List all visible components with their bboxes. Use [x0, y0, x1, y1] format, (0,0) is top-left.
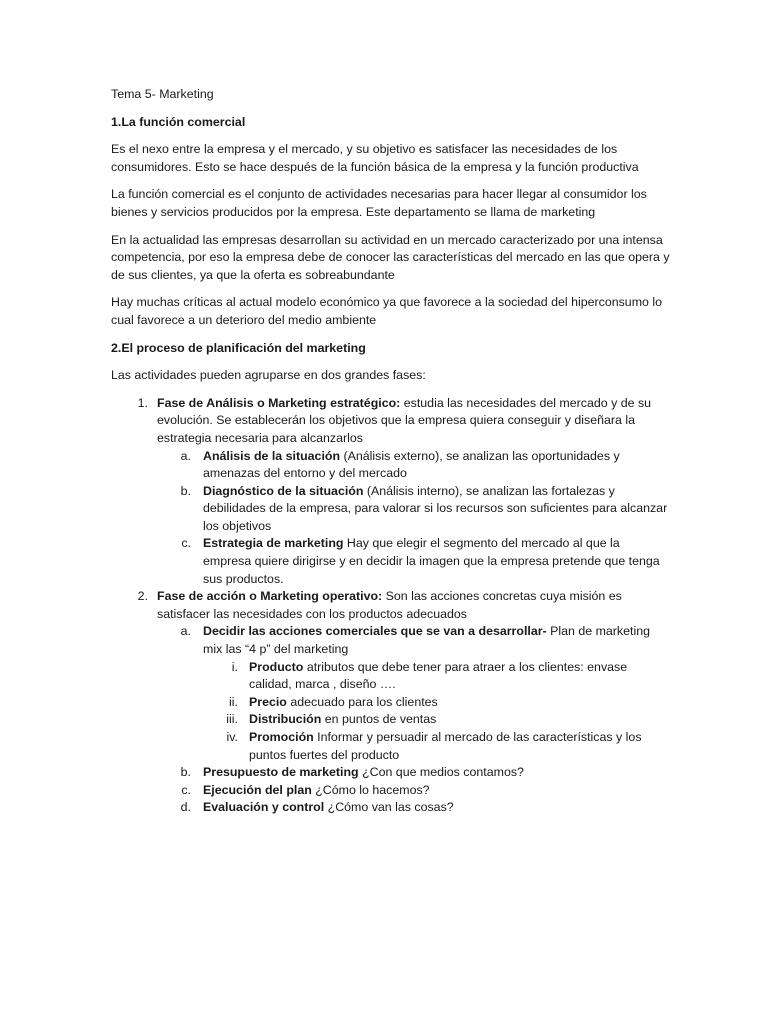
list-item-1b [111, 483, 671, 536]
paragraph-5: Las actividades pueden agruparse en dos grandes fases: [111, 368, 426, 383]
list-item-2d [111, 799, 671, 817]
list-item-text: Plan de marketing mix las “4 p” del marketing [203, 624, 650, 657]
paragraph-3: En la actualidad las empresas desarrollan su actividad en un mercado caracterizado por una intensa competencia, por eso la empresa debe de conocer las características del mercado en las que opera y de sus clientes, ya que la oferta es sobreabundante [111, 232, 670, 282]
list-item-bold: Diagnóstico de la situación [203, 483, 364, 498]
list-marker: ii. [229, 694, 238, 709]
list-item-2c [111, 782, 671, 800]
list-item-2a-iii [111, 711, 671, 729]
list-item-text: (Análisis externo), se analizan las oportunidades y amenazas del entorno y del mercado [203, 448, 620, 481]
list-marker: b. [180, 765, 191, 780]
list-marker: i. [231, 659, 238, 674]
list-item-text: Hay que elegir el segmento del mercado al que la empresa quiere dirigirse y en decidir la imagen que la empresa pretende que tenga sus productos. [203, 536, 660, 586]
list-item-bold: Fase de acción o Marketing operativo: [157, 589, 383, 604]
list-item-bold: Distribución [249, 712, 322, 727]
list-item-bold: Presupuesto de marketing [203, 765, 359, 780]
list-item-bold: Precio [249, 694, 287, 709]
list-item-bold: Ejecución del plan [203, 782, 312, 797]
list-marker: 1. [137, 395, 148, 410]
list-item-text: Son las acciones concretas cuya misión es satisfacer las necesidades con los productos adecuados [157, 589, 622, 621]
section-heading-2: 2.El proceso de planificación del marketing [111, 340, 366, 355]
list-marker: iii. [226, 712, 238, 727]
list-item-2a-ii [111, 694, 671, 712]
list-item-1c [111, 535, 671, 588]
list-item-1a [111, 448, 671, 483]
document-body [111, 86, 671, 817]
list-marker: 2. [137, 589, 148, 604]
list-item-bold: Análisis de la situación [203, 448, 341, 463]
list-item-bold: Producto [249, 659, 304, 674]
list-item-2b [111, 764, 671, 782]
list-marker: b. [180, 483, 191, 498]
list-item-2a [111, 623, 671, 658]
paragraph-4: Hay muchas críticas al actual modelo económico ya que favorece a la sociedad del hiperconsumo lo cual favorece a un deterioro del medio ambiente [111, 295, 662, 327]
list-item-text: ¿Cómo lo hacemos? [311, 782, 430, 797]
document-title: Tema 5- Marketing [111, 87, 214, 101]
list-marker: a. [180, 624, 191, 639]
list-item-text: (Análisis interno), se analizan las fortalezas y debilidades de la empresa, para valorar si los recursos son suficientes para alcanzar los objetivos [203, 483, 668, 533]
list-marker: d. [180, 800, 191, 815]
list-marker: c. [181, 536, 191, 551]
list-item-bold: Evaluación y control [203, 800, 325, 815]
list-item-text: estudia las necesidades del mercado y de su evolución. Se establecerán los objetivos que la empresa quiera conseguir y diseñara la estrategia necesaria para alcanzarlos [157, 395, 652, 445]
list-item-text: en puntos de ventas [321, 712, 437, 727]
list-item-bold: Decidir las acciones comerciales que se van a desarrollar- [203, 624, 547, 639]
list-marker: iv. [226, 730, 238, 744]
list-item-phase-1 [111, 395, 671, 448]
phases-list [111, 395, 671, 817]
list-item-text: adecuado para los clientes [286, 694, 438, 709]
list-item-phase-2 [111, 588, 671, 623]
section-heading-1: 1.La función comercial [111, 114, 246, 129]
list-item-bold: Estrategia de marketing [203, 536, 344, 551]
list-item-text: ¿Cómo van las cosas? [324, 800, 454, 815]
list-item-bold: Promoción [249, 730, 314, 744]
list-marker: c. [181, 782, 191, 797]
paragraph-1: Es el nexo entre la empresa y el mercado, y su objetivo es satisfacer las necesidades de los consumidores. Esto se hace después de la función básica de la empresa y la función productiva [111, 142, 639, 174]
list-item-2a-iv [111, 729, 671, 764]
list-item-text: ¿Con que medios contamos? [358, 765, 524, 780]
list-item-bold: Fase de Análisis o Marketing estratégico: [157, 395, 401, 410]
list-item-text: Informar y persuadir al mercado de las características y los puntos fuertes del producto [249, 730, 642, 762]
list-item-2a-i [111, 659, 671, 694]
list-item-text: atributos que debe tener para atraer a los clientes: envase calidad, marca , diseño …. [249, 659, 628, 692]
paragraph-2: La función comercial es el conjunto de actividades necesarias para hacer llegar al consumidor los bienes y servicios producidos por la empresa. Este departamento se llama de marketing [111, 187, 647, 219]
list-marker: a. [180, 448, 191, 463]
